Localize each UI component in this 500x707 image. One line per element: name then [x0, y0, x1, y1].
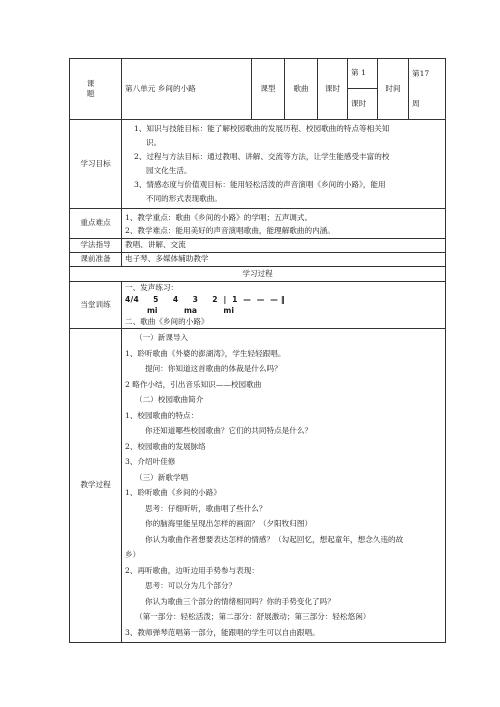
teaching-line: 3、教师弹琴范唱第一部分，能跟唱的学生可以自由跟唱。: [125, 627, 320, 637]
prep-row: [70, 253, 446, 267]
keypoints-line: 1、教学重点：歌曲《乡间的小路》的学唱；五声调式。: [125, 212, 313, 222]
teaching-line: （三）新歌学唱: [135, 472, 189, 482]
teaching-line: （一）新课导入: [135, 333, 189, 342]
type-label: 课型: [252, 59, 285, 120]
keypoints-line: 2、教学难点：能用美好的声音演唱歌曲，能理解歌曲的内涵。: [125, 225, 335, 235]
practice-row: [70, 282, 446, 329]
practice-label: 当堂训练: [70, 282, 122, 329]
practice-content: [122, 282, 446, 329]
prep-label: 课前准备: [70, 253, 122, 267]
lesson-value: 第八单元 乡间的小路: [122, 59, 252, 120]
goals-line: 2、过程与方法目标：通过教唱、讲解、交流等方法，让学生能感受丰富的校: [134, 152, 390, 161]
keypoints-content: [122, 209, 446, 239]
process-header: 学习过程: [70, 267, 446, 282]
goals-line: 1、知识与技能目标：能了解校园歌曲的发展历程、校园歌曲的特点等相关知: [134, 124, 390, 133]
period-value-number: 第 1: [348, 59, 377, 89]
teaching-line: （第一部分：轻松活泼；第二部分：舒展激动；第三部分：轻松悠闲）: [135, 612, 371, 621]
keypoints-label: 重点难点: [70, 209, 122, 239]
teaching-line: 你的脑海里能呈现出怎样的画面？（夕阳牧归图）: [145, 519, 313, 528]
time-value-week: 第17: [412, 68, 430, 78]
teaching-content: [122, 329, 446, 643]
method-row: [70, 239, 446, 253]
time-value-unit: 周: [412, 98, 420, 108]
teaching-line: 2 略作小结，引出音乐知识——校园歌曲: [125, 379, 262, 389]
teaching-line: 思考：可以分为几个部分？: [145, 581, 237, 590]
goals-label: 学习目标: [70, 120, 122, 209]
time-value: [409, 59, 446, 120]
teaching-line: （二）校园歌曲简介: [135, 395, 204, 404]
goals-line: 不同的形式表现歌曲。: [146, 194, 222, 203]
practice-line: 二、歌曲《乡间的小路》: [125, 317, 209, 326]
goals-content: [122, 120, 446, 209]
goals-line: 识。: [146, 138, 162, 147]
teaching-line: 思考：仔细听听，歌曲唱了些什么？: [145, 503, 267, 513]
lesson-label: 课 题: [70, 59, 122, 120]
keypoints-row: [70, 209, 446, 239]
teaching-line: 2、校园歌曲的发展脉络: [125, 441, 206, 451]
practice-line: 一、发声练习：: [125, 283, 179, 292]
time-label: 时间: [378, 59, 409, 120]
teaching-line: 你还知道哪些校园歌曲？它们的共同特点是什么？: [145, 426, 313, 435]
process-header-row: [70, 267, 446, 282]
teaching-line: 1、聆听歌曲《乡间的小路》: [125, 488, 221, 497]
period-label: 课时: [318, 59, 348, 120]
period-value: [348, 59, 378, 120]
goals-line: 3、情感态度与价值观目标：能用轻松活泼的声音演唱《乡间的小路》，能用: [134, 180, 386, 189]
teaching-line: 你认为歌曲作者想要表达怎样的情感？（勾起回忆，想起童年，想念久违的故: [145, 534, 404, 544]
period-value-unit: 课时: [351, 98, 367, 108]
teaching-label: 教学过程: [70, 329, 122, 643]
teaching-line: 乡）: [125, 550, 141, 559]
teaching-line: 1、聆听歌曲《外婆的澎湖湾》，学生轻轻跟唱。: [125, 348, 286, 358]
method-value: 教唱、讲解、交流: [122, 239, 446, 253]
teaching-line: 你认为歌曲三个部分的情绪相同吗？你的手势变化了吗？: [145, 596, 335, 606]
goals-row: [70, 120, 446, 209]
type-value: 歌曲: [285, 59, 318, 120]
method-label: 学法指导: [70, 239, 122, 253]
teaching-line: 提问：你知道这首歌曲的体裁是什么吗？: [145, 364, 282, 373]
lesson-plan-table: [69, 58, 446, 643]
prep-value: 电子琴、多媒体辅助教学: [122, 253, 446, 267]
goals-line: 园文化生活。: [146, 166, 192, 175]
teaching-row: [70, 329, 446, 643]
notation-line: 4/4 5 4 3 2 | 1 — — — ‖: [125, 295, 285, 304]
teaching-line: 2、再听歌曲，边听边用手势参与表现：: [125, 565, 259, 575]
teaching-line: 1、校园歌曲的特点：: [125, 410, 199, 420]
solfege-line: mi ma mi: [147, 306, 234, 315]
teaching-line: 3、介绍叶佳修: [125, 457, 176, 466]
header-row: [70, 59, 446, 120]
